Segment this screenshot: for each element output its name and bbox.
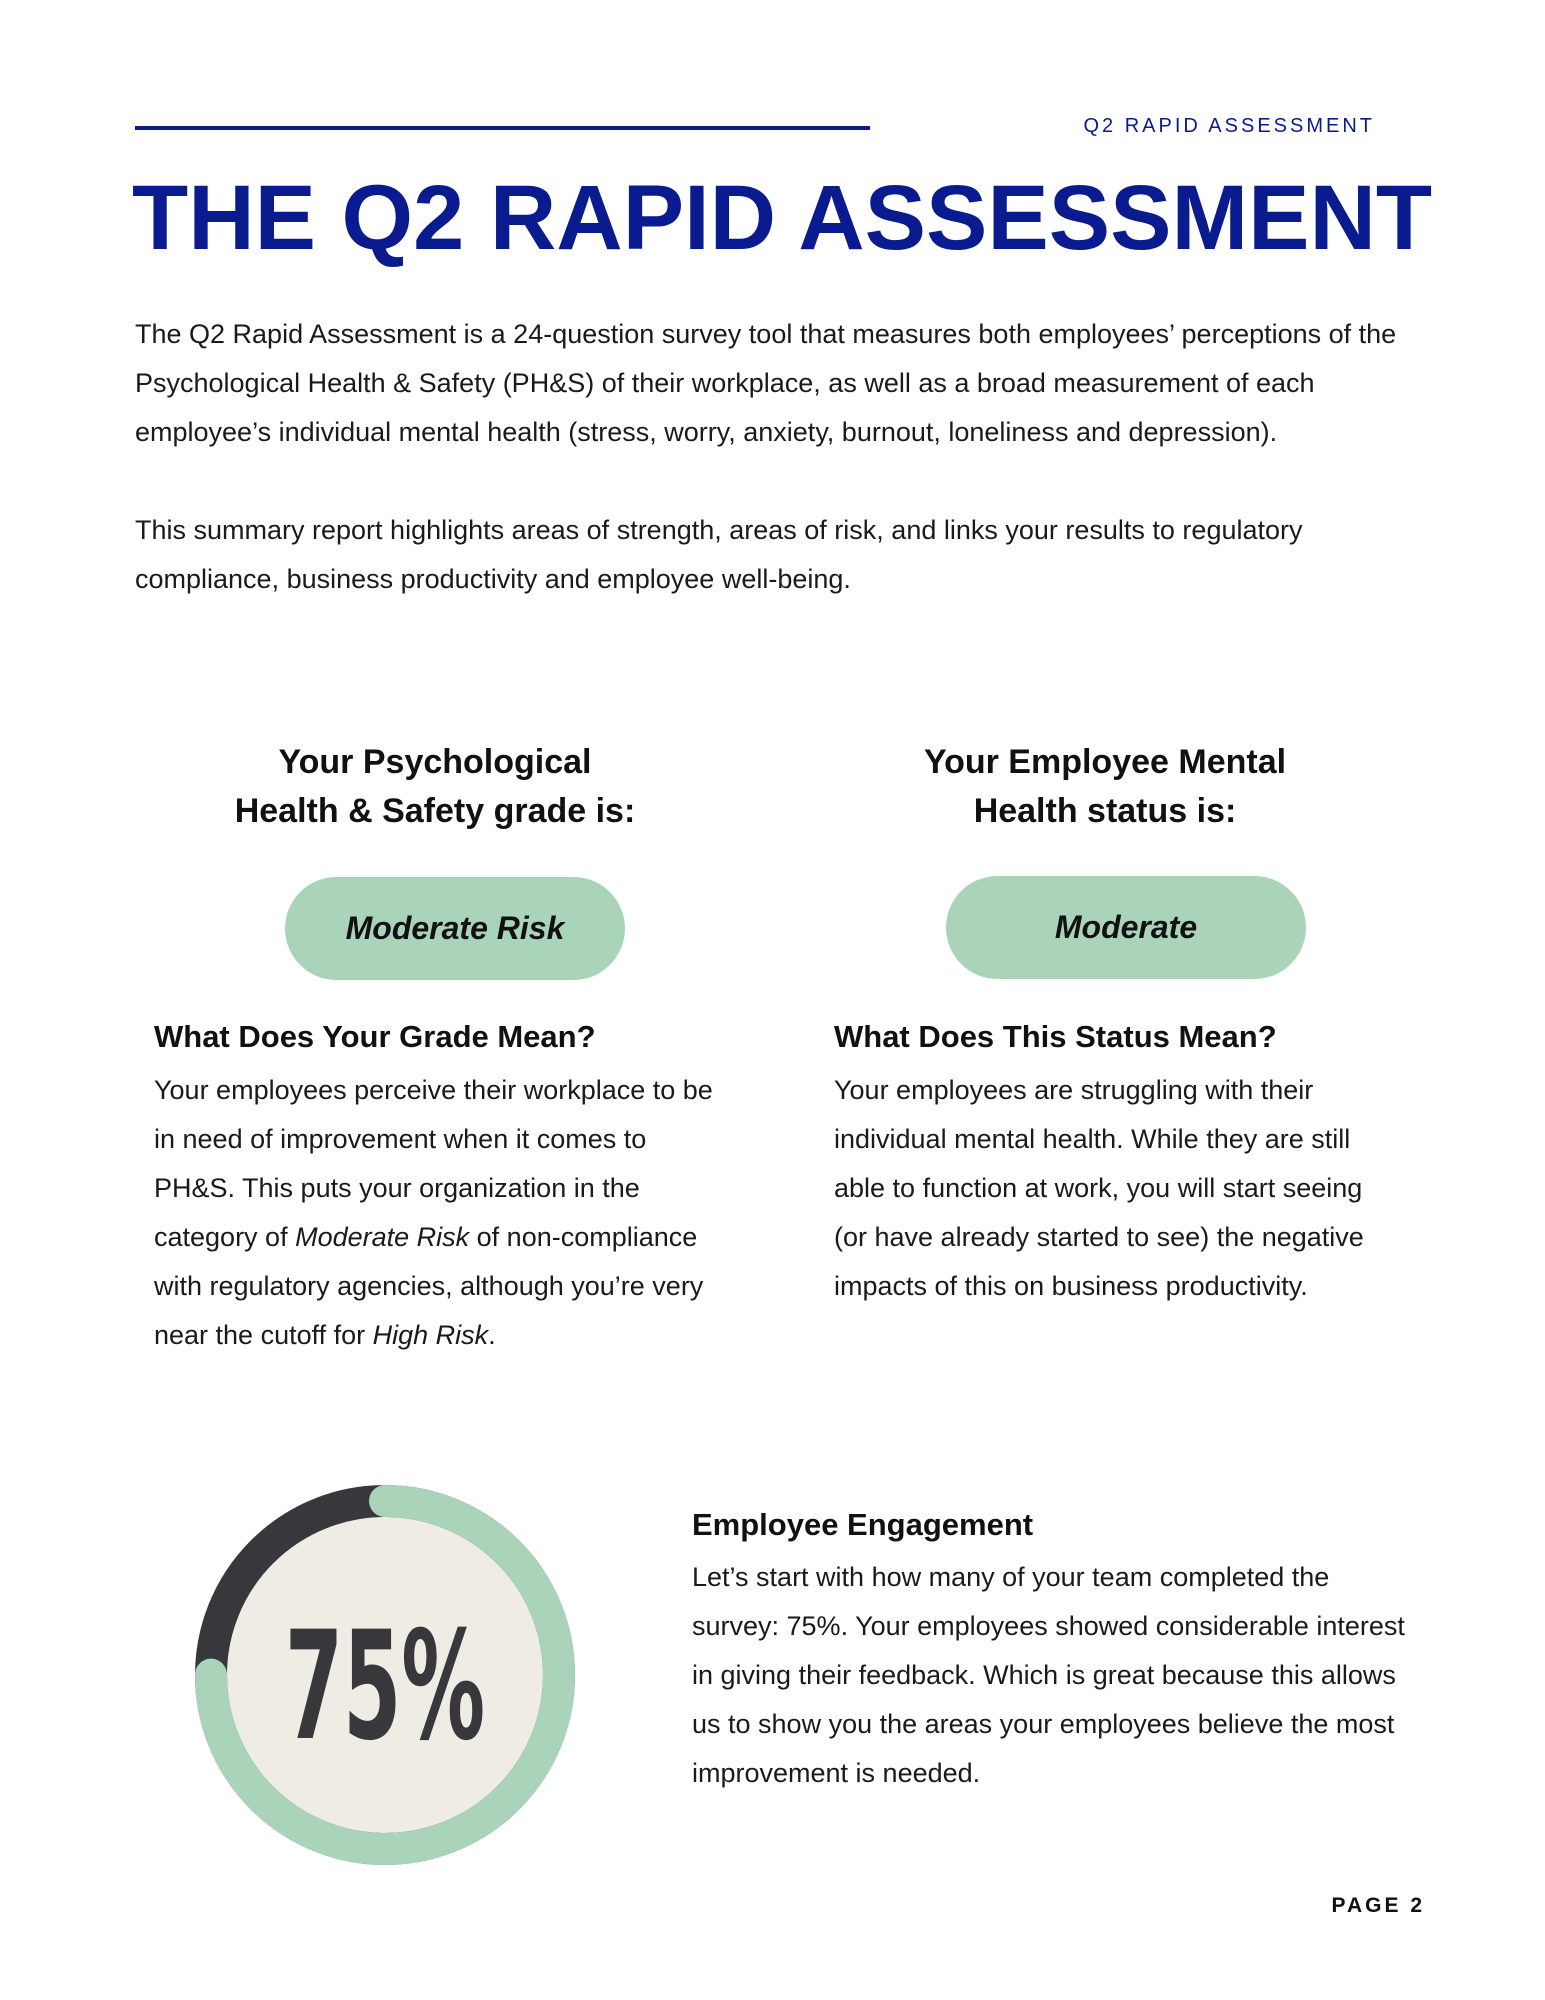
mental-health-heading-line-2: Health status is: bbox=[973, 792, 1237, 830]
phs-heading bbox=[160, 738, 710, 836]
mental-health-heading bbox=[840, 738, 1370, 836]
intro-paragraph-1: The Q2 Rapid Assessment is a 24-question survey tool that measures both employees’ perceptions of the Psychological Health & Safety (PH&S) of their workplace, as well as a broad measurement of each employee’s individual mental health (stress, worry, anxiety, burnout, loneliness and depression). bbox=[135, 319, 1397, 447]
phs-heading-line-2: Health & Safety grade is: bbox=[234, 792, 636, 830]
intro-section bbox=[135, 310, 1405, 653]
mental-health-description: Your employees are struggling with their individual mental health. While they are still able to function at work, you will start seeing (or have already started to see) the negative impacts of this on business productivity. bbox=[834, 1075, 1364, 1301]
phs-description bbox=[154, 1066, 714, 1360]
phs-text-c: . bbox=[488, 1320, 496, 1350]
phs-text-em-1: Moderate Risk bbox=[295, 1222, 470, 1252]
mental-health-heading-line-1: Your Employee Mental bbox=[923, 743, 1287, 781]
page-title: THE Q2 RAPID ASSESSMENT bbox=[132, 167, 1433, 269]
engagement-description: Let’s start with how many of your team completed the survey: 75%. Your employees showed considerable interest in giving their feedback. Which is great because this allows us to show you the areas your employees believe the most improvement is needed. bbox=[692, 1562, 1405, 1788]
phs-grade-pill: Moderate Risk bbox=[285, 877, 625, 980]
phs-text-em-2: High Risk bbox=[372, 1320, 489, 1350]
header-label: Q2 RAPID ASSESSMENT bbox=[1083, 115, 1375, 137]
phs-text-b: of non-compliance with regulatory agencies, although you’re very near the cutoff for bbox=[154, 1222, 704, 1350]
phs-subheading: What Does Your Grade Mean? bbox=[154, 1019, 596, 1054]
header-rule bbox=[135, 126, 870, 130]
phs-text-a: Your employees perceive their workplace to be in need of improvement when it comes to PH&S. This puts your organization in the category of bbox=[154, 1075, 713, 1252]
phs-heading-line-1: Your Psychological bbox=[278, 743, 592, 781]
intro-paragraph-2: This summary report highlights areas of strength, areas of risk, and links your results to regulatory compliance, business productivity and employee well-being. bbox=[135, 515, 1303, 594]
page-number: PAGE 2 bbox=[1331, 1894, 1425, 1917]
engagement-heading: Employee Engagement bbox=[692, 1507, 1034, 1542]
mental-health-status-pill: Moderate bbox=[946, 876, 1306, 979]
engagement-donut-chart bbox=[190, 1480, 580, 1870]
mental-health-subheading: What Does This Status Mean? bbox=[834, 1019, 1277, 1054]
donut-percent-label: 75% bbox=[284, 1599, 486, 1775]
